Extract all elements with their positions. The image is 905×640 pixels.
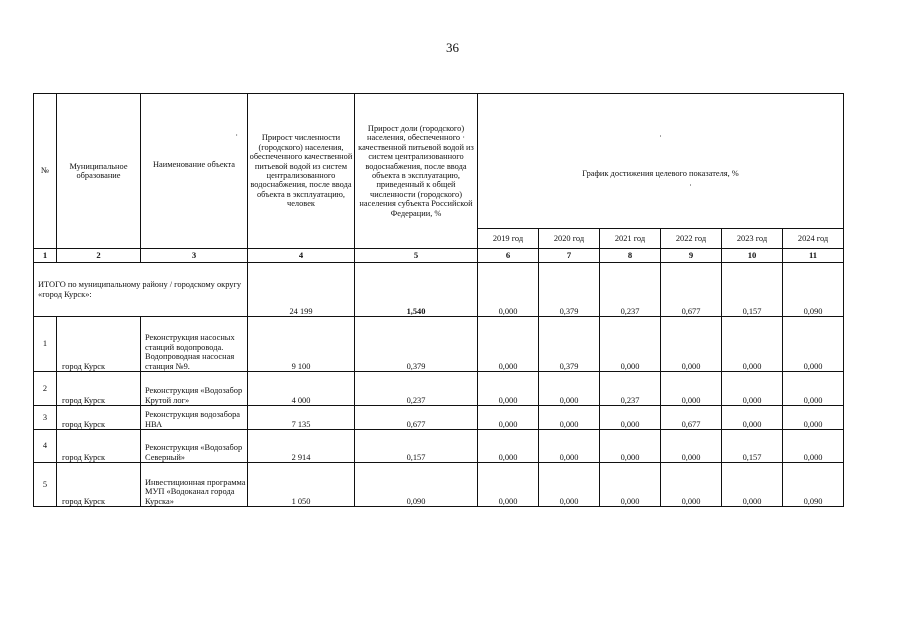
row-value: 0,000	[478, 372, 539, 406]
header-schedule-label: График достижения целевого показателя, %	[582, 169, 739, 179]
row-value: 0,000	[478, 406, 539, 430]
table-row	[34, 372, 844, 406]
row-value: 0,000	[478, 430, 539, 463]
row-value: 0,000	[783, 317, 844, 372]
header-object	[141, 94, 248, 249]
row-share: 0,157	[355, 430, 478, 463]
total-row	[34, 263, 844, 317]
row-object: Реконструкция «Водозабор Северный»	[141, 430, 248, 463]
row-value: 0,000	[478, 463, 539, 507]
row-value: 0,000	[661, 317, 722, 372]
row-value: 0,000	[783, 430, 844, 463]
row-object: Реконструкция водозабора НВА	[141, 406, 248, 430]
row-value: 0,000	[600, 406, 661, 430]
year-2023: 2023 год	[722, 229, 783, 249]
row-object: Реконструкция «Водозабор Крутой лог»	[141, 372, 248, 406]
column-number: 5	[355, 249, 478, 263]
total-value: 0,000	[478, 263, 539, 317]
row-municipality: город Курск	[57, 317, 141, 372]
header-object-label: Наименование объекта	[153, 160, 235, 169]
total-share: 1,540	[355, 263, 478, 317]
year-2019: 2019 год	[478, 229, 539, 249]
column-number: 10	[722, 249, 783, 263]
row-value: 0,000	[600, 463, 661, 507]
row-value: 0,000	[478, 317, 539, 372]
row-value: 0,157	[722, 430, 783, 463]
row-value: 0,000	[539, 463, 600, 507]
table-row	[34, 430, 844, 463]
row-value: 0,000	[722, 317, 783, 372]
row-municipality: город Курск	[57, 372, 141, 406]
column-number: 11	[783, 249, 844, 263]
row-value: 0,000	[783, 406, 844, 430]
row-value: 0,237	[600, 372, 661, 406]
header-row	[34, 94, 844, 229]
row-value: 0,090	[783, 463, 844, 507]
row-share: 0,379	[355, 317, 478, 372]
total-population: 24 199	[248, 263, 355, 317]
total-value: 0,157	[722, 263, 783, 317]
row-value: 0,677	[661, 406, 722, 430]
column-number: 6	[478, 249, 539, 263]
header-schedule-mark-bottom: ·	[689, 180, 692, 190]
row-population: 4 000	[248, 372, 355, 406]
row-population: 1 050	[248, 463, 355, 507]
row-value: 0,000	[600, 317, 661, 372]
row-value: 0,000	[600, 430, 661, 463]
row-object: Реконструкция насосных станций водопровода. Водопроводная насосная станция №9.	[141, 317, 248, 372]
row-share: 0,237	[355, 372, 478, 406]
table-row	[34, 406, 844, 430]
column-number: 2	[57, 249, 141, 263]
header-population-increase: Прирост численности (городского) населения, обеспеченного качественной питьевой водой из систем централизованного водоснабжения, после ввода объекта в эксплуатацию, человек	[248, 94, 355, 249]
total-value: 0,379	[539, 263, 600, 317]
header-object-mark: ·	[235, 130, 238, 140]
total-label: ИТОГО по муниципальному району / городскому округу «город Курск»:	[34, 263, 248, 317]
column-number: 1	[34, 249, 57, 263]
page-number: 36	[446, 40, 459, 55]
row-value: 0,000	[539, 372, 600, 406]
header-schedule	[478, 94, 844, 229]
row-index: 1	[34, 317, 57, 372]
row-municipality: город Курск	[57, 430, 141, 463]
year-2022: 2022 год	[661, 229, 722, 249]
row-value: 0,000	[722, 463, 783, 507]
header-municipality: Муниципальное образование	[57, 94, 141, 249]
table-row	[34, 463, 844, 507]
column-number: 3	[141, 249, 248, 263]
row-share: 0,090	[355, 463, 478, 507]
year-2024: 2024 год	[783, 229, 844, 249]
row-share: 0,677	[355, 406, 478, 430]
total-value: 0,677	[661, 263, 722, 317]
row-value: 0,379	[539, 317, 600, 372]
target-indicator-table	[33, 93, 844, 507]
row-value: 0,000	[539, 430, 600, 463]
column-number: 4	[248, 249, 355, 263]
row-value: 0,000	[539, 406, 600, 430]
row-population: 9 100	[248, 317, 355, 372]
row-value: 0,000	[722, 406, 783, 430]
column-number: 9	[661, 249, 722, 263]
row-value: 0,000	[661, 463, 722, 507]
row-value: 0,000	[661, 372, 722, 406]
row-index: 4	[34, 430, 57, 463]
header-share-increase: Прирост доли (городского) населения, обеспеченного · качественной питьевой водой из систем централизованного водоснабжения, после ввода объекта в эксплуатацию, приведенный к общей численности (городского) населения субъекта Российской Федерации, %	[355, 94, 478, 249]
row-municipality: город Курск	[57, 463, 141, 507]
year-2021: 2021 год	[600, 229, 661, 249]
table-row	[34, 317, 844, 372]
row-index: 5	[34, 463, 57, 507]
total-value: 0,090	[783, 263, 844, 317]
row-value: 0,000	[661, 430, 722, 463]
row-municipality: город Курск	[57, 406, 141, 430]
row-index: 2	[34, 372, 57, 406]
column-number: 7	[539, 249, 600, 263]
header-schedule-mark-top: ·	[659, 131, 662, 141]
row-value: 0,000	[722, 372, 783, 406]
column-number: 8	[600, 249, 661, 263]
row-population: 2 914	[248, 430, 355, 463]
column-numbers-row	[34, 249, 844, 263]
year-2020: 2020 год	[539, 229, 600, 249]
row-index: 3	[34, 406, 57, 430]
header-no: №	[34, 94, 57, 249]
total-value: 0,237	[600, 263, 661, 317]
row-value: 0,000	[783, 372, 844, 406]
row-population: 7 135	[248, 406, 355, 430]
row-object: Инвестиционная программа МУП «Водоканал города Курска»	[141, 463, 248, 507]
